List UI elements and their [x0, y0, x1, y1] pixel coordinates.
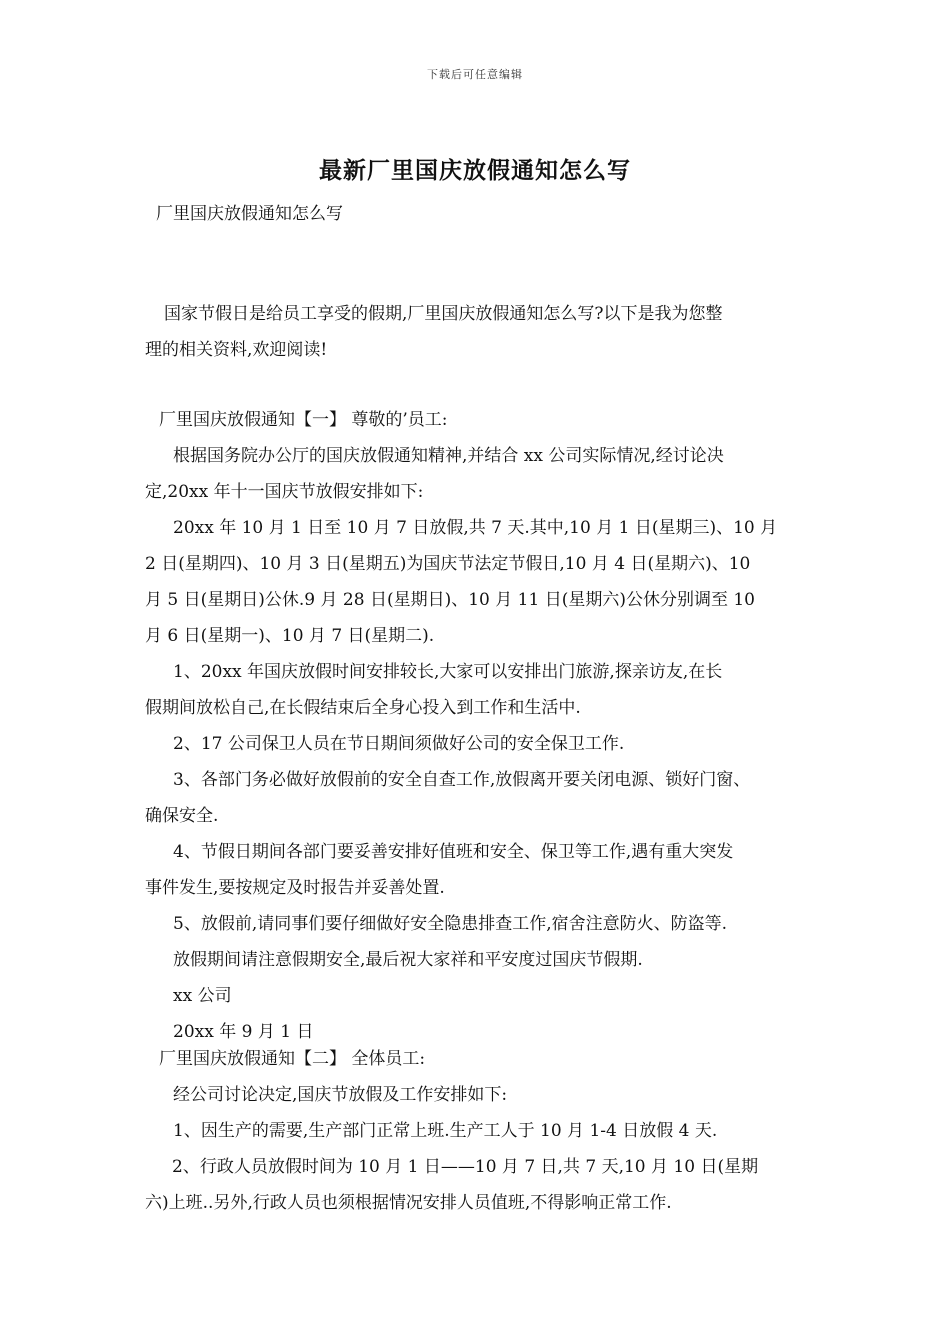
paragraph-line: 假期间放松自己,在长假结束后全身心投入到工作和生活中.	[145, 698, 581, 718]
paragraph-line: 根据国务院办公厅的国庆放假通知精神,并结合 xx 公司实际情况,经讨论决	[173, 446, 724, 466]
list-item-2: 2、行政人员放假时间为 10 月 1 日——10 月 7 日,共 7 天,10 月 10 日(星期	[172, 1157, 759, 1177]
notice-1	[145, 402, 815, 1050]
list-item-3: 3、各部门务必做好放假前的安全自查工作,放假离开要关闭电源、锁好门窗、	[173, 770, 751, 790]
list-item-2: 2、17 公司保卫人员在节日期间须做好公司的安全保卫工作.	[173, 734, 625, 754]
paragraph-line: 确保安全.	[145, 806, 219, 826]
intro-paragraph	[145, 296, 815, 368]
paragraph-line: 20xx 年 10 月 1 日至 10 月 7 日放假,共 7 天.其中,10 月 1 日(星期三)、10 月	[173, 518, 778, 538]
paragraph-line: 经公司讨论决定,国庆节放假及工作安排如下:	[173, 1085, 508, 1105]
paragraph-line: 六)上班..另外,行政人员也须根据情况安排人员值班,不得影响正常工作.	[145, 1193, 672, 1213]
document-title: 最新厂里国庆放假通知怎么写	[319, 157, 631, 184]
list-item-1: 1、20xx 年国庆放假时间安排较长,大家可以安排出门旅游,探亲访友,在长	[173, 662, 723, 682]
header-note: 下载后可任意编辑	[427, 68, 523, 81]
paragraph-line: 月 5 日(星期日)公休.9 月 28 日(星期日)、10 月 11 日(星期六)公休分别调至 10	[145, 590, 755, 610]
notice-2-heading: 厂里国庆放假通知【二】 全体员工:	[159, 1049, 426, 1069]
signature-company: xx 公司	[173, 986, 232, 1006]
list-item-4: 4、节假日期间各部门要妥善安排好值班和安全、保卫等工作,遇有重大突发	[173, 842, 734, 862]
list-item-5: 5、放假前,请同事们要仔细做好安全隐患排查工作,宿舍注意防火、防盗等.	[173, 914, 728, 934]
notice-1-heading: 厂里国庆放假通知【一】 尊敬的’员工:	[159, 410, 448, 430]
closing-line: 放假期间请注意假期安全,最后祝大家祥和平安度过国庆节假期.	[173, 950, 643, 970]
paragraph-line: 月 6 日(星期一)、10 月 7 日(星期二).	[145, 626, 435, 646]
paragraph-line: 事件发生,要按规定及时报告并妥善处置.	[145, 878, 445, 898]
paragraph-line: 2 日(星期四)、10 月 3 日(星期五)为国庆节法定节假日,10 月 4 日(星期六)、10	[145, 554, 751, 574]
intro-line: 国家节假日是给员工享受的假期,厂里国庆放假通知怎么写?以下是我为您整	[164, 304, 723, 324]
paragraph-line: 定,20xx 年十一国庆节放假安排如下:	[145, 482, 424, 502]
intro-line: 理的相关资料,欢迎阅读!	[145, 340, 328, 360]
signature-date: 20xx 年 9 月 1 日	[173, 1022, 314, 1042]
document-subtitle: 厂里国庆放假通知怎么写	[156, 204, 343, 224]
list-item-1: 1、因生产的需要,生产部门正常上班.生产工人于 10 月 1-4 日放假 4 天.	[173, 1121, 718, 1141]
notice-2	[145, 1041, 815, 1221]
